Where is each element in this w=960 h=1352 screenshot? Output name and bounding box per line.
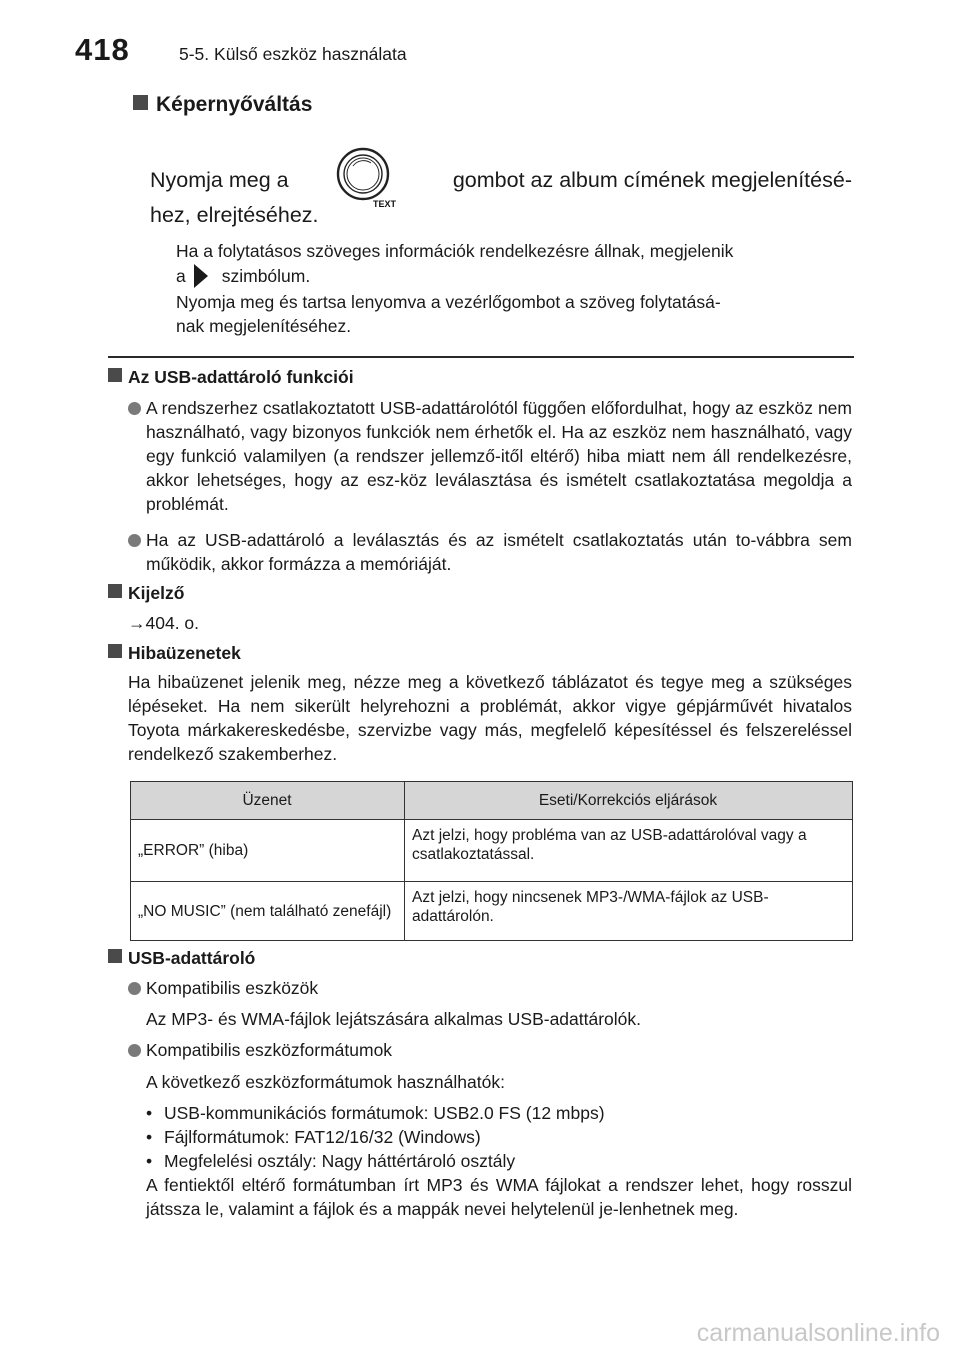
- usb-storage-closing: A fentiektől eltérő formátumban írt MP3 és WMA fájlokat a rendszer lehet, hogy rosszul játssza le, valamint a fájlok és a mappák nevei helytelenül je-lenhetnek meg.: [146, 1175, 852, 1219]
- compat-formats-label: Kompatibilis eszközformátumok: [146, 1040, 393, 1060]
- circle-bullet-icon: [128, 402, 141, 415]
- table-cell-message: „ERROR” (hiba): [131, 820, 405, 882]
- table-row: [131, 820, 853, 882]
- table-cell-action: Azt jelzi, hogy probléma van az USB-adattárolóval vagy a csatlakoztatással.: [405, 820, 853, 882]
- screen-switch-instruction: Nyomja meg a TEXT gombot az album címének megjelenítésé-: [150, 150, 852, 212]
- screen-switch-note-3: Nyomja meg és tartsa lenyomva a vezérlőgombot a szöveg folytatásá-: [176, 292, 721, 312]
- circle-bullet-icon: [128, 982, 141, 995]
- screen-switch-instruction-cont: hez, elrejtéséhez.: [150, 203, 319, 227]
- square-bullet-icon: [133, 95, 148, 110]
- screen-switch-heading: Képernyőváltás: [133, 93, 312, 117]
- compat-devices-label: Kompatibilis eszközök: [146, 978, 319, 998]
- circle-bullet-icon: [128, 1044, 141, 1057]
- square-bullet-icon: [108, 644, 122, 658]
- table-row: [131, 882, 853, 941]
- watermark: carmanualsonline.info: [696, 1319, 940, 1347]
- compat-devices-text: Az MP3- és WMA-fájlok lejátszására alkalmas USB-adattárolók.: [146, 1009, 642, 1029]
- continue-arrow-icon: [194, 264, 208, 288]
- usb-functions-bullet-1: A rendszerhez csatlakoztatott USB-adattárolótól függően előfordulhat, hogy az eszköz nem használható, vagy bizonyos funkciók nem érhetők el. Ha az eszköz nem használható, vagy egy funkció valamilyen (a rendszer jellemző-itől eltérő) hiba miatt nem áll rendelkezésre, akkor lehetséges, hogy az esz-köz leválasztása és ismételt csatlakoztatása megoldja a problémát.: [146, 398, 852, 514]
- square-bullet-icon: [108, 949, 122, 963]
- square-bullet-icon: [108, 584, 122, 598]
- usb-storage-heading: USB-adattároló: [108, 948, 255, 969]
- svg-text:TEXT: TEXT: [372, 199, 396, 209]
- errors-intro: Ha hibaüzenet jelenik meg, nézze meg a következő táblázatot és tegye meg a szükséges lépéseket. Ha nem sikerült helyrehozni a problémát, akkor vigye gépjárművét hivatalos Toyota márkakereskedésbe, szervizbe vagy más, megfelelő képesítéssel és felszereléssel rendelkező szakemberhez.: [128, 672, 852, 764]
- square-bullet-icon: [108, 368, 122, 382]
- display-heading: Kijelző: [108, 583, 184, 604]
- section-title: 5-5. Külső eszköz használata: [179, 44, 407, 64]
- table-cell-action: Azt jelzi, hogy nincsenek MP3-/WMA-fájlok az USB-adattárolón.: [405, 882, 853, 941]
- screen-switch-note-2: a szimbólum.: [176, 266, 311, 286]
- table-header-action: Eseti/Korrekciós eljárások: [405, 782, 853, 820]
- table-cell-message: „NO MUSIC” (nem található zenefájl): [131, 882, 405, 941]
- page-number: 418: [75, 32, 130, 67]
- table-header-message: Üzenet: [131, 782, 405, 820]
- errors-heading: Hibaüzenetek: [108, 643, 241, 664]
- display-reference: →404. o.: [128, 613, 200, 633]
- table-header-row: [131, 782, 853, 820]
- error-message-table: [130, 781, 853, 941]
- circle-bullet-icon: [128, 534, 141, 547]
- list-item: • Fájlformátumok: FAT12/16/32 (Windows): [146, 1127, 481, 1147]
- screen-switch-note-1: Ha a folytatásos szöveges információk rendelkezésre állnak, megjelenik: [176, 241, 734, 261]
- list-item: • USB-kommunikációs formátumok: USB2.0 FS (12 mbps): [146, 1103, 605, 1123]
- usb-functions-bullet-2: Ha az USB-adattároló a leválasztás és az ismételt csatlakoztatás után to-vábbra sem működik, akkor formázza a memóriáját.: [146, 530, 852, 574]
- usb-functions-heading: Az USB-adattároló funkciói: [108, 367, 354, 388]
- section-divider: [108, 356, 854, 358]
- compat-formats-intro: A következő eszközformátumok használhatók:: [146, 1072, 505, 1092]
- list-item: • Megfelelési osztály: Nagy háttértároló osztály: [146, 1151, 516, 1171]
- screen-switch-note-4: nak megjelenítéséhez.: [176, 316, 352, 336]
